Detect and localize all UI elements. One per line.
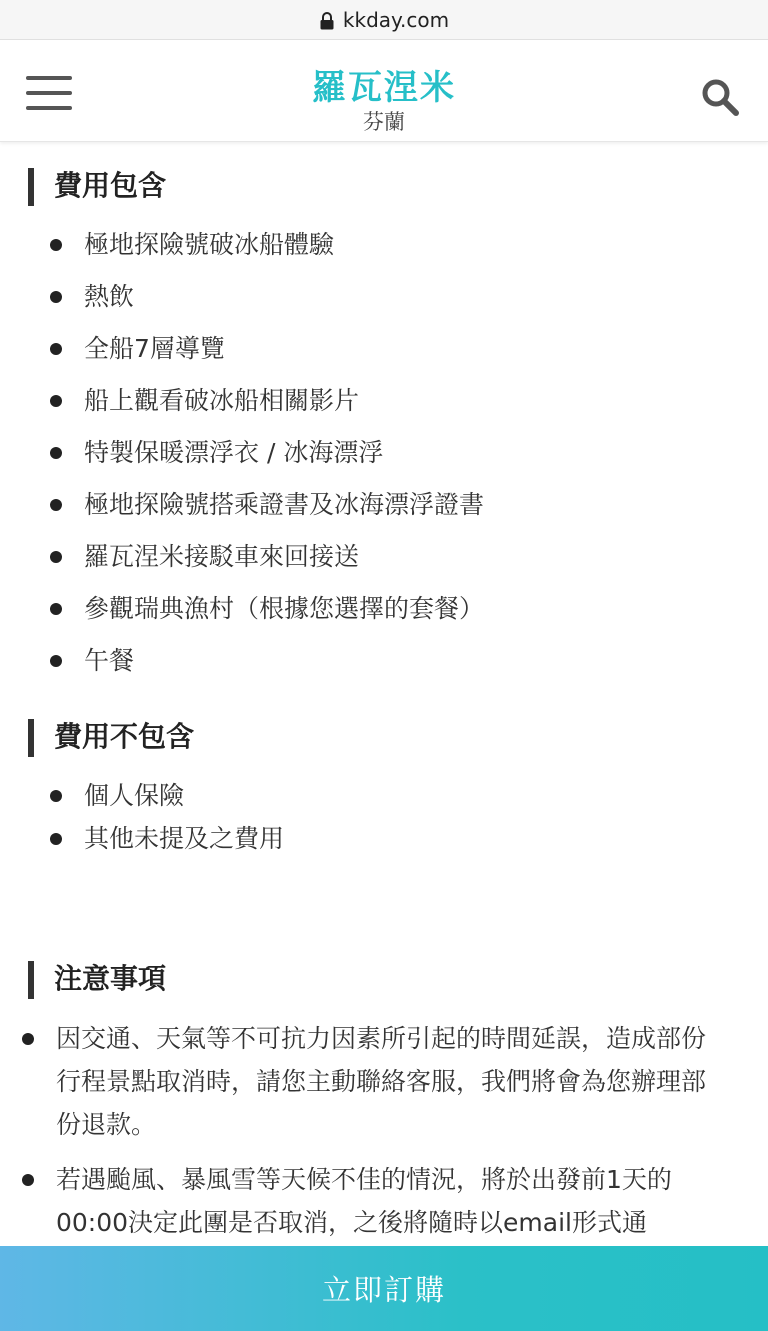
lock-icon bbox=[319, 12, 335, 30]
list-item: 羅瓦涅米接駁車來回接送 bbox=[0, 531, 768, 583]
list-item: 熱飲 bbox=[0, 271, 768, 323]
browser-url-bar[interactable] bbox=[0, 0, 768, 40]
page-subtitle: 芬蘭 bbox=[363, 110, 405, 134]
url-text: kkday.com bbox=[342, 7, 450, 32]
page-title: 羅瓦涅米 bbox=[312, 68, 456, 108]
list-item: 特製保暖漂浮衣 / 冰海漂浮 bbox=[0, 427, 768, 479]
list-item: 個人保險 bbox=[0, 774, 768, 817]
search-icon[interactable] bbox=[700, 77, 740, 117]
list-item: 午餐 bbox=[0, 635, 768, 687]
section-title-included: 費用包含 bbox=[28, 168, 166, 206]
header-titles bbox=[0, 66, 768, 134]
book-now-button[interactable]: 立即訂購 bbox=[0, 1246, 768, 1331]
notes-list bbox=[0, 1017, 768, 1256]
excluded-list bbox=[0, 774, 768, 860]
list-item: 全船7層導覽 bbox=[0, 323, 768, 375]
list-item: 極地探險號破冰船體驗 bbox=[0, 219, 768, 271]
list-item: 參觀瑞典漁村（根據您選擇的套餐） bbox=[0, 583, 768, 635]
list-item: 極地探險號搭乘證書及冰海漂浮證書 bbox=[0, 479, 768, 531]
section-title-notes: 注意事項 bbox=[28, 961, 166, 999]
section-title-excluded: 費用不包含 bbox=[28, 719, 194, 757]
app-header bbox=[0, 40, 768, 142]
list-item: 因交通、天氣等不可抗力因素所引起的時間延誤，造成部份行程景點取消時，請您主動聯絡客服，我們將會為您辦理部份退款。 bbox=[0, 1017, 768, 1146]
list-item: 船上觀看破冰船相關影片 bbox=[0, 375, 768, 427]
list-item: 其他未提及之費用 bbox=[0, 817, 768, 860]
list-item: 若遇颱風、暴風雪等天候不佳的情況，將於出發前1天的00:00決定此團是否取消，之後將隨時以email形式通 bbox=[0, 1158, 768, 1244]
included-list bbox=[0, 219, 768, 687]
